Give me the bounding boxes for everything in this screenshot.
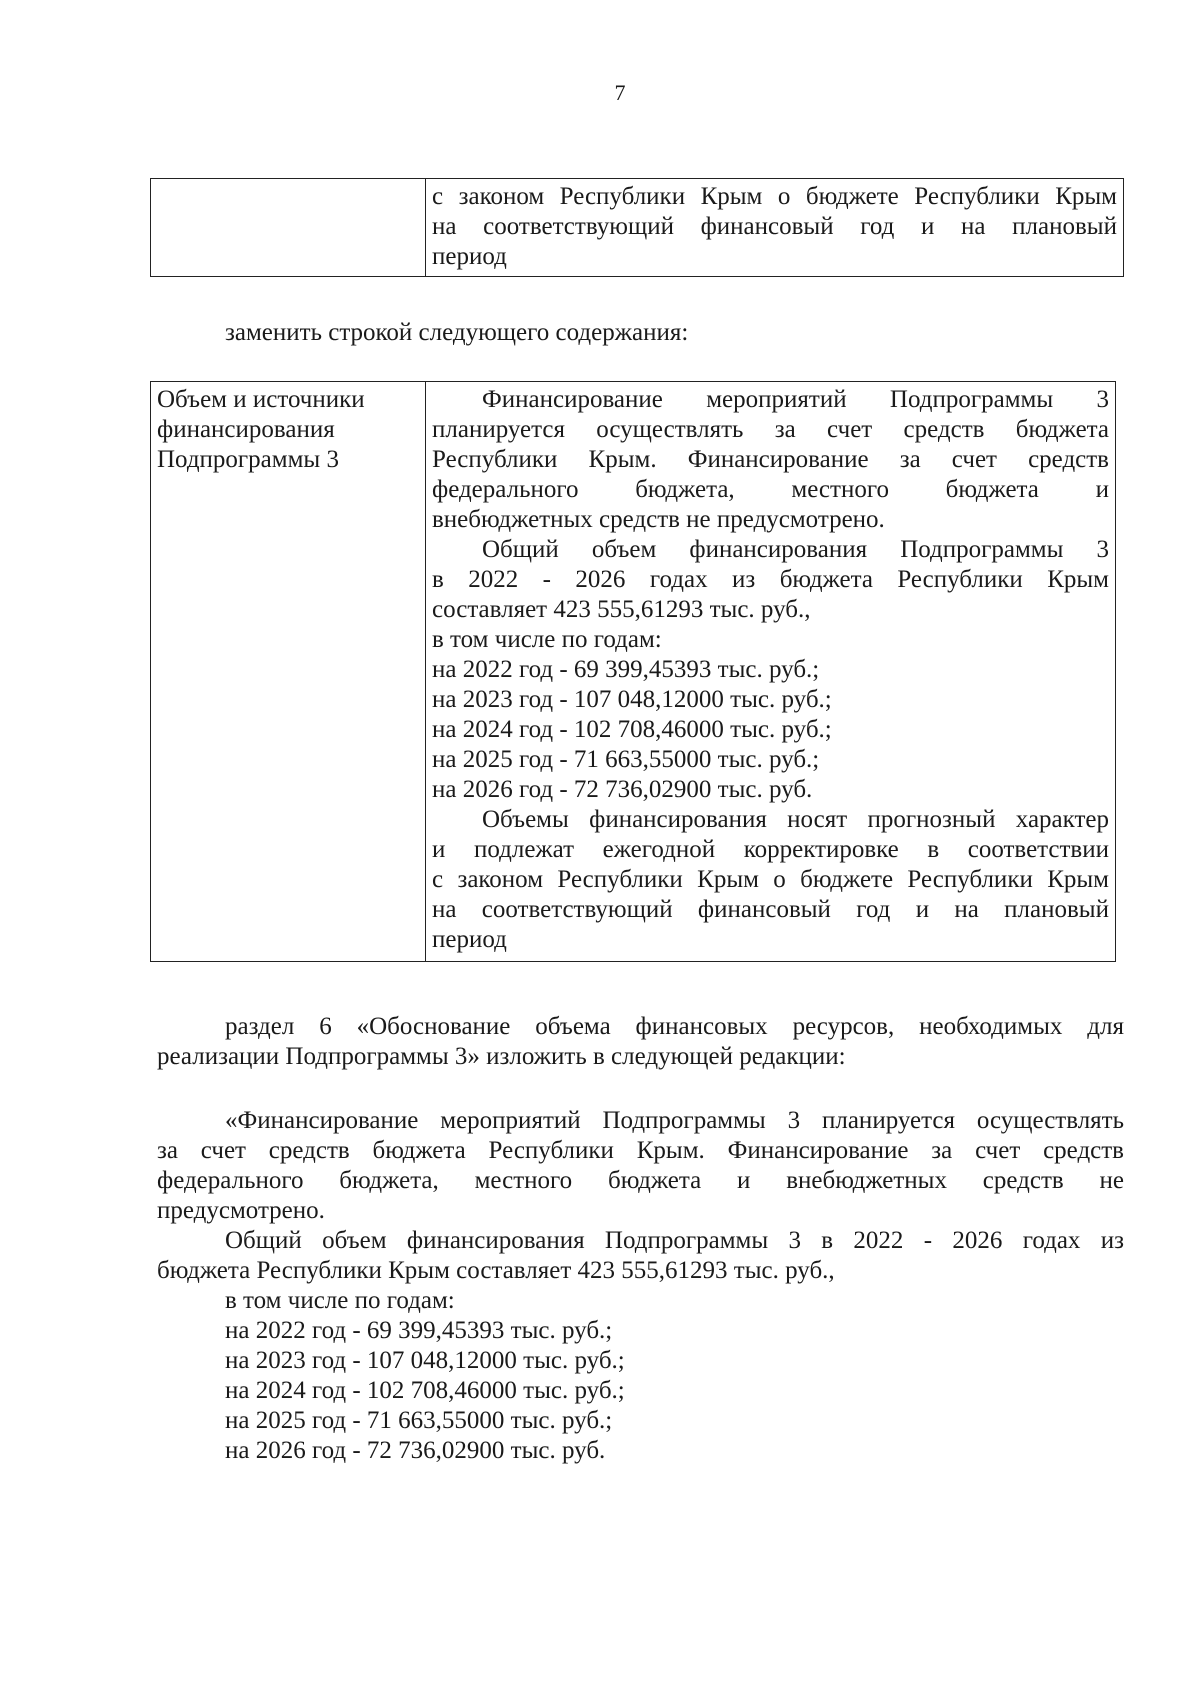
label-line: финансирования (157, 416, 335, 443)
text-line: с законом Республики Крым о бюджете Республики Крым (432, 183, 1117, 210)
text-line: Республики Крым. Финансирование за счет средств (432, 446, 1109, 473)
text-line: Общий объем финансирования Подпрограммы 3 в 2022 - 2026 годах из (225, 1227, 1124, 1254)
quoted-section-text (157, 1106, 1124, 1466)
text-line: на соответствующий финансовый год и на плановый (432, 213, 1117, 240)
text-line: внебюджетных средств не предусмотрено. (432, 506, 885, 533)
years-intro: в том числе по годам: (432, 626, 662, 653)
year-line: на 2025 год - 71 663,55000 тыс. руб.; (432, 746, 820, 773)
text-line: реализации Подпрограммы 3» изложить в следующей редакции: (157, 1043, 846, 1070)
text-line: Объемы финансирования носят прогнозный характер (482, 806, 1109, 833)
text-line: на соответствующий финансовый год и на плановый (432, 896, 1109, 923)
funding-content-cell (426, 382, 1116, 962)
year-line: на 2023 год - 107 048,12000 тыс. руб.; (432, 686, 832, 713)
text-line: планируется осуществлять за счет средств бюджета (432, 416, 1109, 443)
year-line: на 2026 год - 72 736,02900 тыс. руб. (432, 776, 813, 803)
page-number: 7 (614, 80, 626, 105)
text-line: раздел 6 «Обоснование объема финансовых ресурсов, необходимых для (225, 1013, 1124, 1040)
text-line: в 2022 - 2026 годах из бюджета Республики Крым (432, 566, 1109, 593)
replace-instruction: заменить строкой следующего содержания: (225, 319, 689, 346)
year-line: на 2022 год - 69 399,45393 тыс. руб.; (225, 1317, 613, 1344)
year-line: на 2024 год - 102 708,46000 тыс. руб.; (225, 1377, 625, 1404)
text-line: бюджета Республики Крым составляет 423 555,61293 тыс. руб., (157, 1257, 835, 1284)
text-line: составляет 423 555,61293 тыс. руб., (432, 596, 811, 623)
year-line: на 2025 год - 71 663,55000 тыс. руб.; (225, 1407, 613, 1434)
year-line: на 2024 год - 102 708,46000 тыс. руб.; (432, 716, 832, 743)
text-line: период (432, 243, 507, 270)
text-line: период (432, 926, 507, 953)
previous-row-content-cell (426, 179, 1124, 277)
funding-label-cell (151, 382, 426, 962)
label-line: Подпрограммы 3 (157, 446, 339, 473)
year-line: на 2022 год - 69 399,45393 тыс. руб.; (432, 656, 820, 683)
text-line: предусмотрено. (157, 1197, 325, 1224)
text-line: Общий объем финансирования Подпрограммы 3 (482, 536, 1109, 563)
label-line: Объем и источники (157, 386, 365, 413)
previous-row-table (150, 178, 1124, 277)
text-line: федерального бюджета, местного бюджета и (432, 476, 1109, 503)
year-line: на 2023 год - 107 048,12000 тыс. руб.; (225, 1347, 625, 1374)
replacement-row-table (150, 381, 1116, 962)
text-line: Финансирование мероприятий Подпрограммы 3 (482, 386, 1109, 413)
section-6-instruction (157, 1012, 1124, 1072)
text-line: федерального бюджета, местного бюджета и внебюджетных средств не (157, 1167, 1124, 1194)
previous-row-label-cell (151, 179, 426, 277)
year-line: на 2026 год - 72 736,02900 тыс. руб. (225, 1437, 606, 1464)
years-intro: в том числе по годам: (225, 1287, 455, 1314)
text-line: «Финансирование мероприятий Подпрограммы 3 планируется осуществлять (225, 1107, 1124, 1134)
text-line: с законом Республики Крым о бюджете Республики Крым (432, 866, 1109, 893)
text-line: за счет средств бюджета Республики Крым. Финансирование за счет средств (157, 1137, 1124, 1164)
text-line: и подлежат ежегодной корректировке в соответствии (432, 836, 1109, 863)
